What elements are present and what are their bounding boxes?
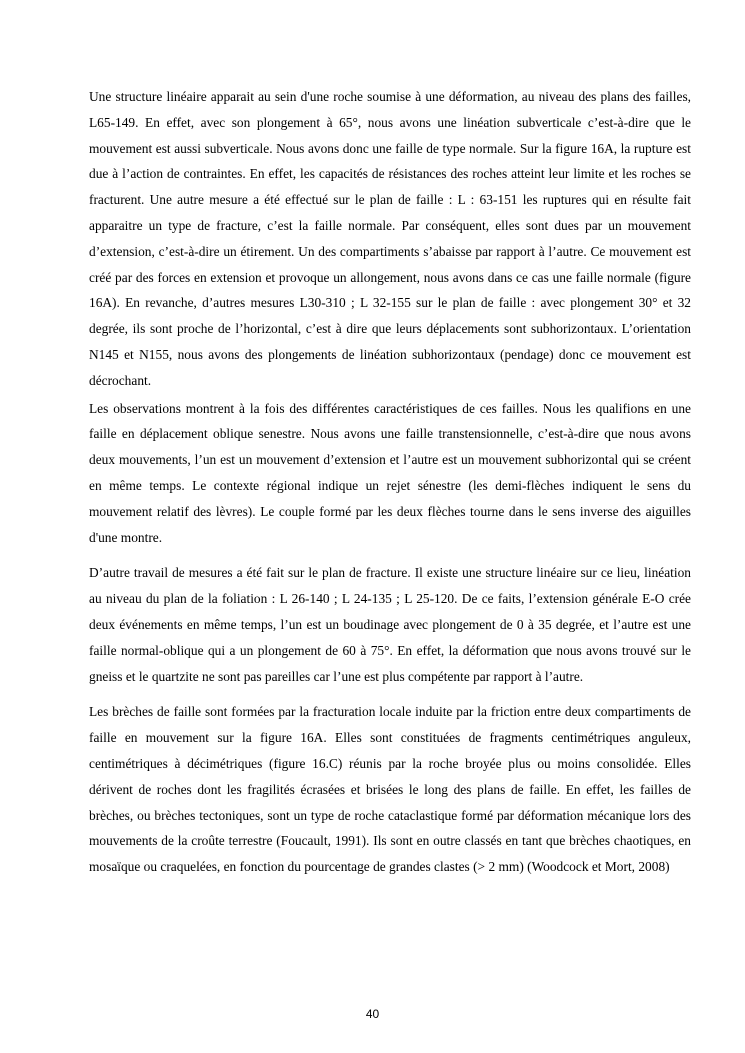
paragraph-3: D’autre travail de mesures a été fait sur le plan de fracture. Il existe une structure linéaire sur ce lieu, linéation au niveau du plan de la foliation : L 26-140 ; L 24-135 ; L 25-120. De ce faits, l’extension générale E-O crée deux événements en même temps, l’un est un boudinage avec plongement de 0 à 35 degrée, et l’autre est une faille normal-oblique qui a un plongement de 60 à 75°. En effet, la déformation que nous avons trouvé sur le gneiss et le quartzite ne sont pas pareilles car l’une est plus compétente par rapport à l’autre. bbox=[89, 565, 691, 684]
page-number: 40 bbox=[365, 1007, 380, 1021]
paragraph-2: Les observations montrent à la fois des différentes caractéristiques de ces failles. Nous les qualifions en une faille en déplacement oblique senestre. Nous avons une faille transtensionnelle, c’est-à-dire que nous avons deux mouvements, l’un est un mouvement d’extension et l’autre est un mouvement subhorizontal qui se créent en même temps. Le contexte régional indique un rejet sénestre (les demi-flèches indiquent le sens du mouvement relatif des lèvres). Le couple formé par les deux flèches tourne dans le sens inverse des aiguilles d'une montre. bbox=[89, 400, 691, 545]
paragraph-1: Une structure linéaire apparait au sein d'une roche soumise à une déformation, au niveau des plans des failles, L65-149. En effet, avec son plongement à 65°, nous avons une linéation subverticale c’est-à-dire que le mouvement est aussi subverticale. Nous avons donc une faille de type normale. Sur la figure 16A, la rupture est due à l’action de contraintes. En effet, les capacités de résistances des roches atteint leur limite et les roches se fracturent. Une autre mesure a été effectué sur le plan de faille : L : 63-151 les ruptures qui en résulte fait apparaitre un type de fracture, c’est la faille normale. Par conséquent, elles sont dues par un mouvement d’extension, c’est-à-dire un étirement. Un des compartiments s’abaisse par rapport à l’autre. Ce mouvement est créé par des forces en extension et provoque un allongement, nous avons dans ce cas une faille normale (figure 16A). En revanche, d’autres mesures L30-310 ; L 32-155 sur le plan de faille : avec plongement 30° et 32 degrée, ils sont proche de l’horizontal, c’est à dire que leurs déplacements sont subhorizontaux. L’orientation N145 et N155, nous avons des plongements de linéation subhorizontaux (pendage) donc ce mouvement est décrochant. bbox=[89, 89, 691, 388]
body-text bbox=[89, 84, 691, 880]
paragraph-4: Les brèches de faille sont formées par la fracturation locale induite par la friction entre deux compartiments de faille en mouvement sur la figure 16A. Elles sont constituées de fragments centimétriques anguleux, centimétriques à décimétriques (figure 16.C) réunis par la roche broyée plus ou moins consolidée. Elles dérivent de roches dont les fragilités écrasées et brisées le long des plans de faille. En effet, les failles de brèches, ou brèches tectoniques, sont un type de roche cataclastique formé par déformation mécanique lors des mouvements de la croûte terrestre (Foucault, 1991). Ils sont en outre classés en tant que brèches chaotiques, en mosaïque ou craquelées, en fonction du pourcentage de grandes clastes (> 2 mm) (Woodcock et Mort, 2008) bbox=[89, 704, 691, 875]
